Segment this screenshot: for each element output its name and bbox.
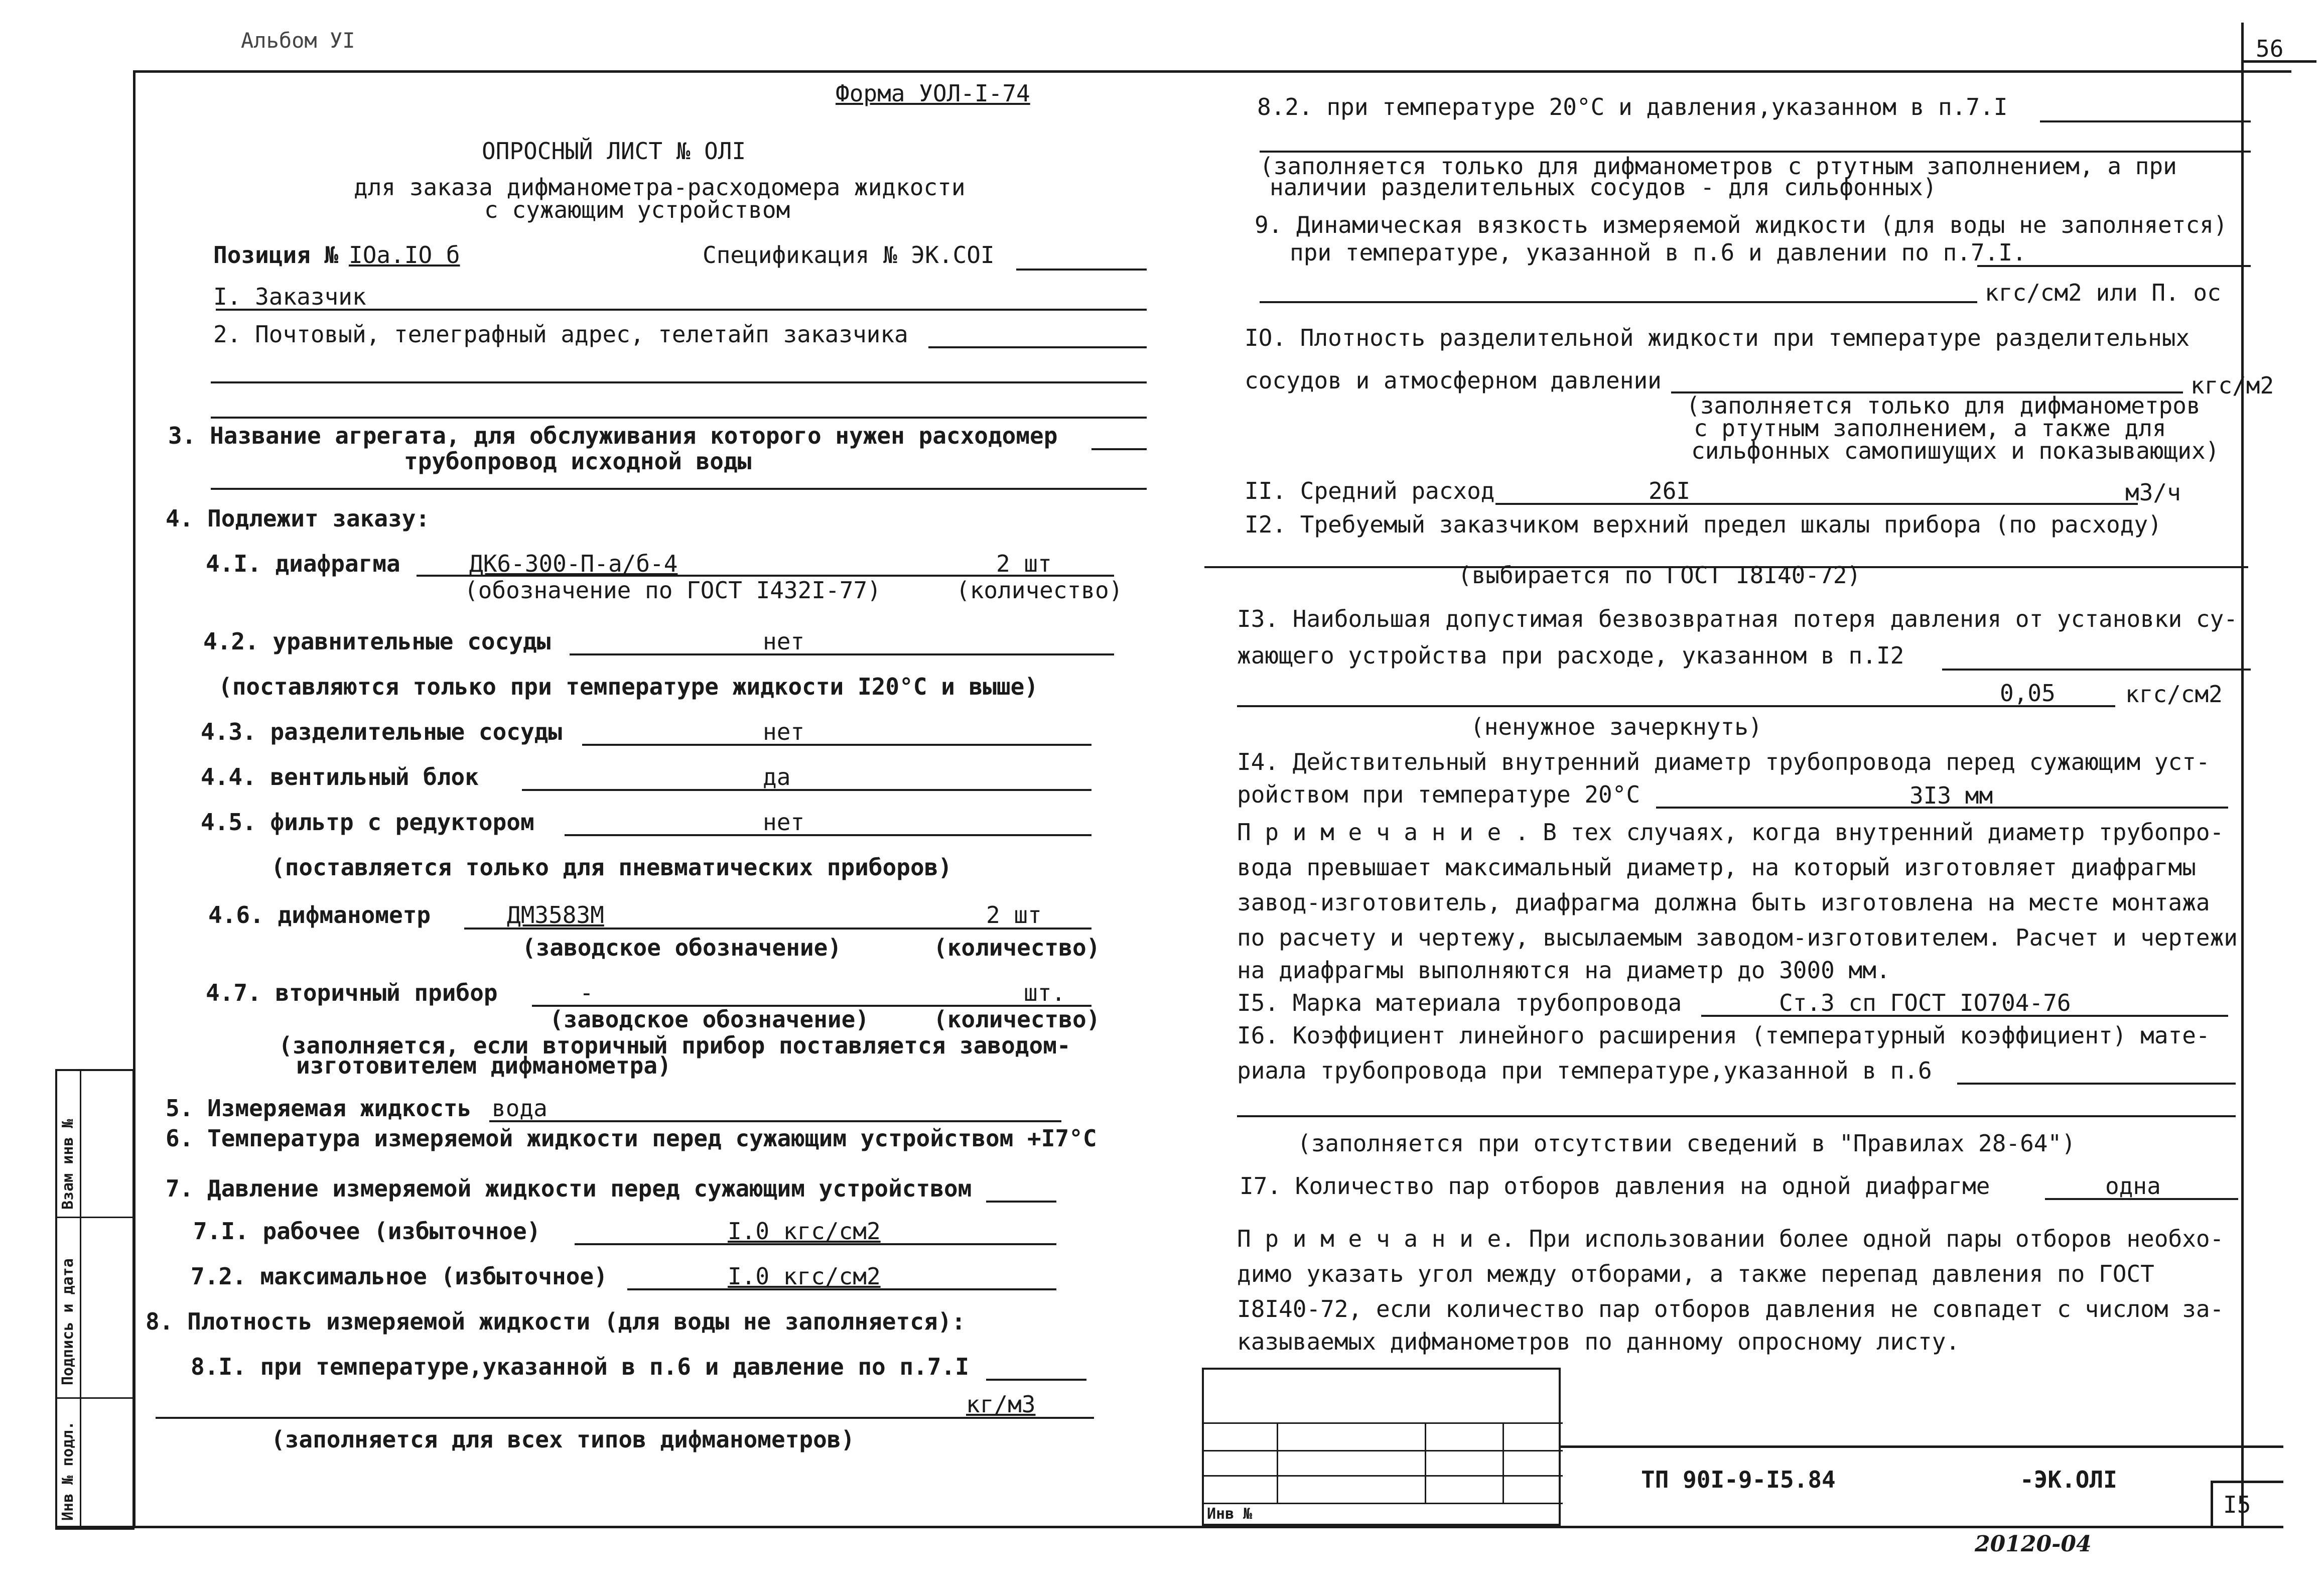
item-7-2-blank (627, 1288, 1056, 1290)
frame-top (135, 70, 2291, 73)
item-16-note: (заполняется при отсутствии сведений в "Правилах 28-64") (1297, 1130, 2076, 1157)
item-5-blank (489, 1120, 1061, 1122)
item-17-label: I7. Количество пар отборов давления на одной диафрагме (1240, 1172, 1990, 1200)
item-4-2-note: (поставляются только при температуре жидкости I20°С и выше) (218, 673, 1038, 700)
frame-right (2241, 23, 2244, 1526)
item-4-4-blank (522, 789, 1091, 791)
item-16-blank (1957, 1083, 2236, 1085)
item-4-2-value: нет (763, 628, 805, 655)
form-title: ОПРОСНЫЙ ЛИСТ № ОЛI (482, 138, 746, 165)
item-8-1-line (156, 1417, 1094, 1419)
item-4-2-label: 4.2. уравнительные сосуды (203, 628, 551, 655)
item-15-label: I5. Марка материала трубопровода (1237, 989, 1682, 1016)
item-4-1-value: ДК6-300-П-а/б-4 (469, 550, 678, 577)
note-1-line-3: завод-изготовитель, диафрагма должна быть изготовлена на месте монтажа (1237, 889, 2210, 916)
item-4-4-value: да (763, 763, 791, 790)
item-13-blank (1942, 669, 2251, 671)
note-1-line-5: на диафрагмы выполняются на диаметр до 3000 мм. (1237, 957, 1890, 984)
position-value: IOa.IO б (349, 241, 460, 269)
item-10-note-1: (заполняется только для дифманометров (1686, 392, 2201, 419)
item-13-note: (ненужное зачеркнуть) (1470, 713, 1762, 740)
item-10-line-1: IO. Плотность разделительной жидкости при температуре разделительных (1245, 324, 2190, 351)
item-4-6-hint-2: (количество) (933, 934, 1101, 961)
item-10-line-2: сосудов и атмосферном давлении (1245, 367, 1662, 394)
item-9-unit: кгс/см2 или П. ос (1985, 279, 2221, 306)
position-label: Позиция № (213, 241, 339, 269)
item-13-value: 0,05 (2000, 680, 2056, 707)
item-3-blank (1091, 448, 1147, 450)
item-4-6-hint-1: (заводское обозначение) (522, 934, 842, 961)
item-4-3-label: 4.3. разделительные сосуды (201, 718, 563, 745)
item-5-value: вода (492, 1095, 548, 1122)
item-16-line (1237, 1115, 2236, 1117)
item-12: I2. Требуемый заказчиком верхний предел шкалы прибора (по расходу) (1245, 511, 2162, 538)
item-4-3-blank (582, 744, 1091, 746)
form-subtitle-2: с сужающим устройством (484, 196, 790, 223)
item-11-label: II. Средний расход (1245, 477, 1495, 504)
item-1-blank (216, 309, 1147, 311)
item-15-blank (1701, 1015, 2228, 1017)
item-14-blank (1656, 807, 2228, 809)
item-12-note: (выбирается по ГОСТ I8I40-72) (1458, 562, 1861, 589)
item-14-line-1: I4. Действительный внутренний диаметр трубопровода перед сужающим уст- (1237, 748, 2210, 775)
item-5-label: 5. Измеряемая жидкость (166, 1095, 472, 1122)
item-2-blank-c (211, 417, 1147, 419)
item-7-2-label: 7.2. максимальное (избыточное) (191, 1263, 608, 1290)
side-label-replace-inv: Взам инв № (59, 1119, 77, 1210)
item-4-6-qty: 2 шт (986, 901, 1042, 929)
item-8-1-note: (заполняется для всех типов дифманометров) (271, 1426, 855, 1453)
item-8-1: 8.I. при температуре,указанной в п.6 и давление по п.7.I (191, 1353, 969, 1380)
page-number: 56 (2256, 35, 2284, 62)
stamp-top-line (1561, 1445, 2283, 1448)
item-14-line-2: ройством при температуре 20°С (1237, 781, 1641, 808)
item-4: 4. Подлежит заказу: (166, 505, 430, 532)
item-13-value-line (1237, 705, 2115, 707)
item-16-line-2: риала трубопровода при температуре,указанной в п.6 (1237, 1057, 1932, 1084)
item-4-7-value: - (580, 979, 594, 1006)
item-8: 8. Плотность измеряемой жидкости (для воды не заполняется): (146, 1308, 966, 1335)
stamp-inv-label: Инв № (1207, 1505, 1253, 1523)
note-1-line-4: по расчету и чертежу, высылаемым заводом-изготовителем. Расчет и чертежи (1237, 924, 2238, 951)
form-subtitle-1: для заказа дифманометра-расходомера жидкости (354, 174, 966, 201)
note-2-line-1: П р и м е ч а н и е. При использовании более одной пары отборов необхо- (1237, 1225, 2224, 1252)
album-label: Альбом УI (241, 28, 355, 53)
item-4-1-label: 4.I. диафрагма (206, 550, 400, 577)
item-4-7-qty: шт. (1024, 979, 1066, 1006)
item-6: 6. Температура измеряемой жидкости перед сужающим устройством +I7°С (166, 1125, 1097, 1152)
item-2-blank-a (928, 346, 1147, 348)
item-17-value: одна (2105, 1172, 2161, 1200)
item-17-blank (2045, 1198, 2238, 1200)
side-label-inv-orig: Инв № подл. (59, 1421, 77, 1521)
item-8-2: 8.2. при температуре 20°С и давления,указанном в п.7.I (1257, 93, 2008, 120)
item-7: 7. Давление измеряемой жидкости перед сужающим устройством (166, 1175, 972, 1202)
item-4-1-hint-2: (количество) (956, 577, 1123, 604)
item-7-1-value: I.0 кгс/см2 (728, 1218, 881, 1245)
item-4-1-hint-1: (обозначение по ГОСТ I432I-77) (464, 577, 881, 604)
item-8-1-unit: кг/м3 (966, 1391, 1036, 1418)
note-1-line-1: П р и м е ч а н и е . В тех случаях, когда внутренний диаметр трубопро- (1237, 819, 2224, 846)
note-2-line-3: I8I40-72, если количество пар отборов давления не совпадет с числом за- (1237, 1295, 2224, 1322)
item-2: 2. Почтовый, телеграфный адрес, телетайп заказчика (213, 321, 908, 348)
item-13-line-2: жающего устройства при расходе, указанном в п.I2 (1237, 642, 1904, 669)
item-4-3-value: нет (763, 718, 805, 745)
item-11-unit: м3/ч (2125, 479, 2181, 506)
item-3-value-line (211, 488, 1147, 490)
item-9-line-2: при температуре, указанной в п.6 и давлении по п.7.I. (1290, 239, 2026, 266)
item-15-value: Ст.3 сп ГОСТ IO704-76 (1779, 989, 2071, 1016)
stamp-doc-suffix: -ЭК.ОЛI (2020, 1466, 2117, 1493)
note-2-line-2: димо указать угол между отборами, а также перепад давления по ГОСТ (1237, 1260, 2154, 1287)
item-16-line-1: I6. Коэффициент линейного расширения (температурный коэффициент) мате- (1237, 1022, 2210, 1049)
item-4-7-note-1: (заполняется, если вторичный прибор поставляется заводом- (279, 1032, 1071, 1059)
archive-number: 20120-04 (1975, 1531, 2092, 1557)
item-7-2-value: I.0 кгс/см2 (728, 1263, 881, 1290)
stamp-doc-code: ТП 90I-9-I5.84 (1641, 1466, 1836, 1493)
item-4-5-blank (565, 834, 1091, 836)
item-4-1-qty: 2 шт (996, 550, 1052, 577)
item-11-value: 26I (1649, 477, 1691, 504)
item-10-note-2: с ртутным заполнением, а также для (1694, 415, 2166, 442)
item-10-note-3: сильфонных самопишущих и показывающих) (1691, 437, 2220, 464)
frame-bottom (55, 1526, 2283, 1528)
item-8-1-blank (986, 1379, 1086, 1381)
item-13-unit: кгс/см2 (2125, 681, 2223, 708)
stamp-sheet-divider (2211, 1481, 2213, 1526)
item-4-4-label: 4.4. вентильный блок (201, 763, 479, 790)
item-3: 3. Название агрегата, для обслуживания которого нужен расходомер (168, 422, 1058, 449)
item-9-blank (1977, 265, 2251, 267)
form-code: Форма УОЛ-I-74 (836, 80, 1030, 107)
item-4-6-value: ДМ3583М (507, 901, 604, 929)
item-4-5-label: 4.5. фильтр с редуктором (201, 809, 534, 836)
item-4-7-label: 4.7. вторичный прибор (206, 979, 498, 1006)
item-7-1-blank (575, 1243, 1056, 1245)
item-11-blank (1495, 503, 2138, 505)
spec-blank (1016, 269, 1147, 271)
item-9-line-1: 9. Динамическая вязкость измеряемой жидкости (для воды не заполняется) (1255, 211, 2228, 238)
item-4-7-hint-1: (заводское обозначение) (550, 1006, 869, 1033)
item-3-value: трубопровод исходной воды (404, 448, 752, 475)
item-4-7-note-2: изготовителем дифманометра) (296, 1052, 671, 1079)
item-8-2-blank (2040, 120, 2251, 122)
side-label-signature: Подпись и дата (59, 1258, 77, 1385)
item-13-line-1: I3. Наибольшая допустимая безвозвратная потеря давления от установки су- (1237, 605, 2238, 632)
item-8-2-note-2: наличии разделительных сосудов - для сильфонных) (1270, 174, 1937, 201)
item-4-7-hint-2: (количество) (933, 1006, 1101, 1033)
item-14-value: 3I3 мм (1909, 782, 1993, 809)
stamp-sheet-top (2211, 1481, 2283, 1483)
item-4-2-blank (570, 653, 1114, 655)
item-1: I. Заказчик (213, 283, 366, 310)
item-7-blank (986, 1201, 1056, 1203)
item-9-blank-b (1260, 301, 1977, 303)
spec-label: Спецификация № ЭК.СОI (703, 241, 995, 269)
stamp-grid (1202, 1368, 1561, 1526)
item-4-6-label: 4.6. дифманометр (208, 901, 431, 929)
item-4-5-value: нет (763, 809, 805, 836)
note-2-line-4: казываемых дифманометров по данному опросному листу. (1237, 1328, 1960, 1355)
item-10-unit: кгс/м2 (2191, 372, 2274, 399)
item-8-2-note-1: (заполняется только для дифманометров с ртутным заполнением, а при (1260, 153, 2177, 180)
item-7-1-label: 7.I. рабочее (избыточное) (193, 1218, 541, 1245)
item-4-5-note: (поставляется только для пневматических приборов) (271, 854, 952, 881)
item-2-blank-b (211, 381, 1147, 383)
stamp-sheet-number: I5 (2223, 1491, 2251, 1518)
note-1-line-2: вода превышает максимальный диаметр, на который изготовляет диафрагмы (1237, 854, 2196, 881)
